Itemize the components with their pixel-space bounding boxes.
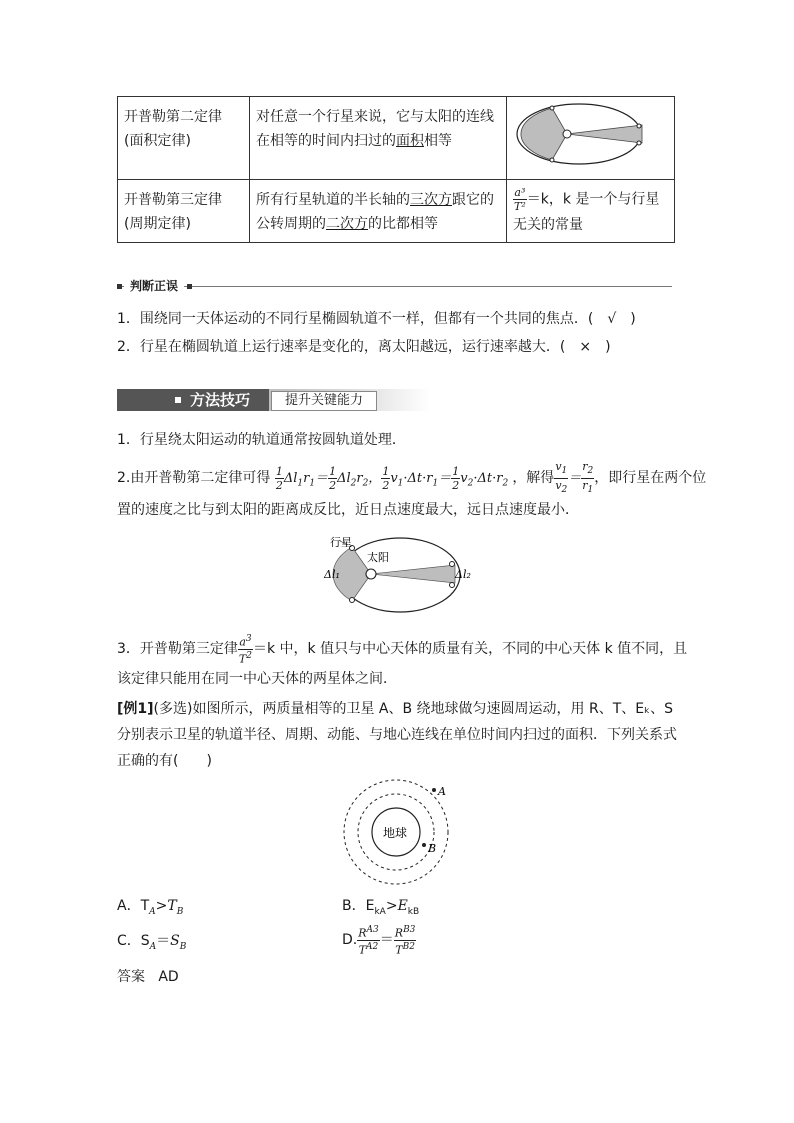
- paragraph-text: 3．开普勒第三定律: [117, 641, 238, 658]
- law-formula-cell: [507, 180, 675, 243]
- sun-label: 太阳: [367, 551, 389, 564]
- earth-label: 地球: [383, 826, 408, 840]
- paragraph-text: ，解得: [512, 470, 555, 487]
- formula-text: ＝k，k 是一个与行星无关的常量: [513, 191, 660, 233]
- judge-header: 判断正误: [124, 277, 184, 294]
- judge-item: 1．围绕同一天体运动的不同行星椭圆轨道不一样，但都有一个共同的焦点．( √ ): [117, 311, 636, 327]
- option-d[interactable]: D. $\frac{R^{A3}}{T^{A2}}$ ＝ $\frac{R^{B3}}{T^{B2}}$: [342, 925, 416, 957]
- divider-square-icon: [187, 284, 192, 289]
- law-content-text: 所有行星轨道的半长轴的: [256, 192, 410, 208]
- method-paragraph: 该定律只能用在同一中心天体的两星体之间．: [117, 671, 397, 687]
- option-b-text: B．E: [342, 898, 375, 914]
- formula-numerator: a³: [514, 186, 526, 199]
- example-line: 分别表示卫星的轨道半径、周期、动能、与地心连线在单位时间内扫过的面积．下列关系式: [117, 727, 677, 743]
- answer-value: AD: [158, 969, 179, 985]
- table-row: [118, 97, 675, 180]
- judge-item: 2．行星在椭圆轨道上运行速率是变化的，离太阳越远，运行速率越大．( × ): [117, 339, 611, 355]
- method-paragraph: 1．行星绕太阳运动的轨道通常按圆轨道处理．: [117, 432, 406, 448]
- example-line: 正确的有( ): [117, 753, 212, 769]
- law-content-cell: [250, 97, 507, 180]
- law-figure-cell: [507, 97, 675, 180]
- kepler-laws-table: [117, 96, 675, 243]
- law-content-text: 对任意一个行星来说，它与太阳的连线在相等的时间内扫过的: [256, 109, 494, 149]
- option-c[interactable]: C．$S_A=S_B$: [117, 933, 187, 952]
- orbit-speed-diagram: [322, 531, 472, 619]
- formula-denominator: T²: [514, 200, 526, 213]
- paragraph-text: ，即行星在两个位: [594, 470, 707, 487]
- option-a[interactable]: A．$T_A>T_B$: [117, 898, 184, 917]
- formula: $\frac{v_1}{v_2}$ ＝ $\frac{r_2}{r_1}$: [555, 460, 594, 496]
- example-tag: [例1]: [117, 701, 154, 717]
- divider-square-icon: [117, 284, 122, 289]
- method-title: 方法技巧: [190, 391, 251, 409]
- delta-l1-label: Δl₁: [324, 568, 340, 581]
- square-bullet-icon: [175, 397, 181, 403]
- paragraph-text: 2.由开普勒第二定律可得: [117, 470, 271, 487]
- method-paragraph: [117, 460, 706, 497]
- law-content-text: 的比都相等: [368, 216, 438, 232]
- answer-label: 答案: [117, 969, 145, 985]
- option-b[interactable]: B．$E_{kA}>E_{kB}$: [342, 898, 420, 917]
- example-text: [117, 697, 673, 721]
- method-banner-title-box: [117, 389, 269, 411]
- law-alias: (面积定律): [124, 133, 191, 149]
- law-name: 开普勒第二定律: [124, 109, 222, 125]
- method-subtitle: 提升关键能力: [271, 391, 377, 411]
- kepler-third-formula: [513, 186, 527, 213]
- formula: $\frac{1}{2}$ $\Delta l_1r_1=$ $\frac{1}{2}$ $\Delta l_2r_2$， $\frac{1}{2}$ $v_1\cdot\Delta t\cdot r_1=$ $\frac{1}{2}$ $v_2\cdot\Delta t\cdot r_2$: [275, 465, 509, 493]
- ellipse-orbit-figure: [513, 101, 643, 167]
- law-name-cell: [118, 180, 250, 243]
- planet-label: 行星: [330, 536, 352, 549]
- law-content-underlined: 面积: [396, 133, 424, 149]
- option-c-text: C．S: [117, 933, 150, 949]
- example-line: (多选)如图所示，两质量相等的卫星 A、B 绕地球做匀速圆周运动，用 R、T、Eₖ、S: [153, 701, 673, 717]
- section-divider: [117, 286, 672, 287]
- paragraph-text: ＝k 中，k 值只与中心天体的质量有关，不同的中心天体 k 值不同，且: [253, 641, 688, 658]
- law-name-cell: [118, 97, 250, 180]
- satellite-b-label: B: [428, 842, 437, 855]
- law-content-text: 相等: [424, 133, 452, 149]
- method-paragraph: [117, 633, 687, 665]
- table-row: [118, 180, 675, 243]
- option-d-text: D.: [342, 932, 358, 949]
- method-paragraph: 置的速度之比与到太阳的距离成反比，近日点速度最大，远日点速度最小．: [117, 502, 579, 518]
- delta-l2-label: Δl₂: [455, 568, 471, 581]
- satellite-a-label: A: [438, 785, 446, 798]
- law-content-text: 跟它的公转周期的: [256, 192, 494, 232]
- answer-line: [117, 966, 179, 988]
- law-name: 开普勒第三定律: [124, 192, 222, 208]
- law-content-cell: [250, 180, 507, 243]
- law-content-underlined: 三次方: [410, 192, 452, 208]
- earth-satellite-figure: [340, 778, 460, 888]
- formula: $\frac{a^3}{T^2}$: [238, 634, 252, 666]
- option-a-text: A．T: [117, 898, 150, 914]
- law-content-underlined: 二次方: [326, 216, 368, 232]
- law-alias: (周期定律): [124, 216, 191, 232]
